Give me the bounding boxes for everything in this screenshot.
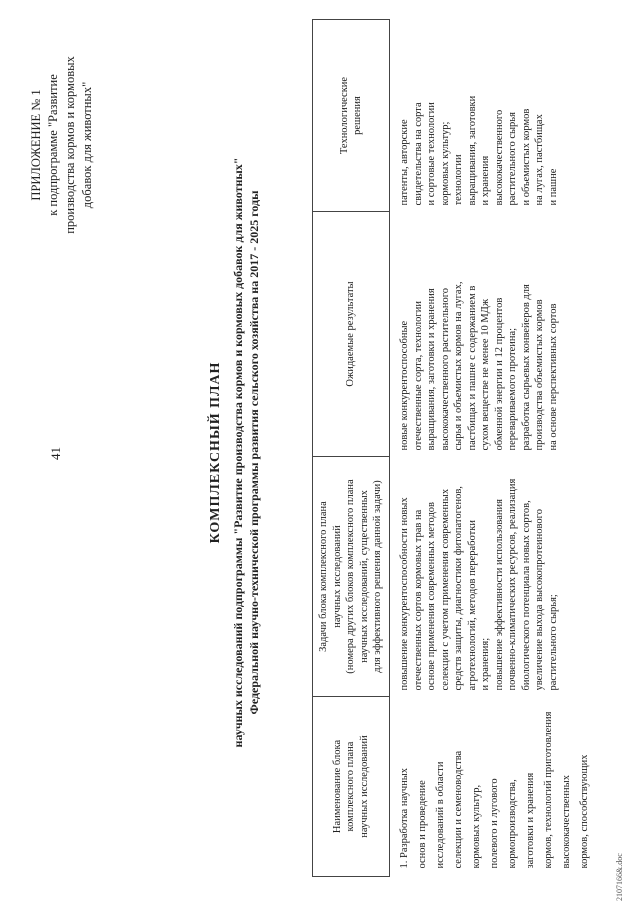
page-number: 41	[48, 447, 63, 460]
document-file-code: 2107166&.doc	[615, 853, 624, 901]
header-expected-results: Ожидаемые результаты	[313, 212, 390, 457]
cell-solutions: патенты, авторские свидетельства на сорта и сортовые технологии кормовых культур; технологии выращивания, заготовки и хранения высококачественного растительного сырья и объемистых кормов на лугах, пастбищах и пашне	[399, 95, 559, 206]
appendix-line: добавок для животных"	[80, 81, 94, 209]
row-number: 1.	[399, 860, 410, 869]
table-header-row	[313, 20, 390, 877]
appendix-line: производства кормов и кормовых	[63, 56, 77, 234]
cell-block-name: 1. Разработка научных основ и проведение исследований в области селекции и семеноводства кормовых культур, полевого и лугового кормопроизводства, заготовки и хранения кормов, технологий приготовления высококачественных кормов, способствующих	[399, 711, 590, 869]
cell-tasks: повышение конкурентоспособности новых отечественных сортов кормовых трав на основе применения современных методов селекции с учетом применения современных средств защиты, диагностики фитопатогенов, агротехнологий, методов переработки и хранения; повышение эффективности использования почвенно-климатических ресурсов, реализация биологического потенциала новых сортов, увеличение выхода высокопротеинового растительного сырья;	[399, 478, 559, 691]
header-block-name: Наименование блока комплексного плана научных исследований	[313, 697, 390, 877]
table-row	[390, 20, 597, 877]
cell-results: новые конкурентоспособные отечественные сорта, технологии выращивания, заготовки и хранения высококачественного растительного сырья и объемистых кормов на лугах, пастбищах и пашне с содержанием в сухом веществе не менее 10 МДж обменной энергии и 12 процентов перевариваемого протеина; разработка сырьевых конвейеров для производства объемистых кормов на основе перспективных сортов	[399, 281, 559, 451]
appendix-line: к подпрограмме "Развитие	[46, 74, 60, 216]
subtitle-line: научных исследований подпрограммы "Развитие производства кормов и кормовых добавок для животных"	[231, 157, 245, 748]
main-title: КОМПЛЕКСНЫЙ ПЛАН	[208, 361, 223, 544]
document-titles	[208, 0, 262, 905]
research-plan-table	[312, 19, 596, 877]
subtitle-line: Федеральной научно-технической программы развития сельского хозяйства на 2017 - 2025 годы	[247, 190, 261, 715]
header-tech-solutions: Технологические решения	[313, 20, 390, 212]
appendix-header	[28, 25, 96, 265]
header-block-tasks: Задачи блока комплексного плана научных исследований (номера других блоков комплексного плана научных исследований, существенных для эффективного решения данной задачи)	[313, 457, 390, 697]
appendix-line: ПРИЛОЖЕНИЕ № 1	[29, 89, 43, 201]
